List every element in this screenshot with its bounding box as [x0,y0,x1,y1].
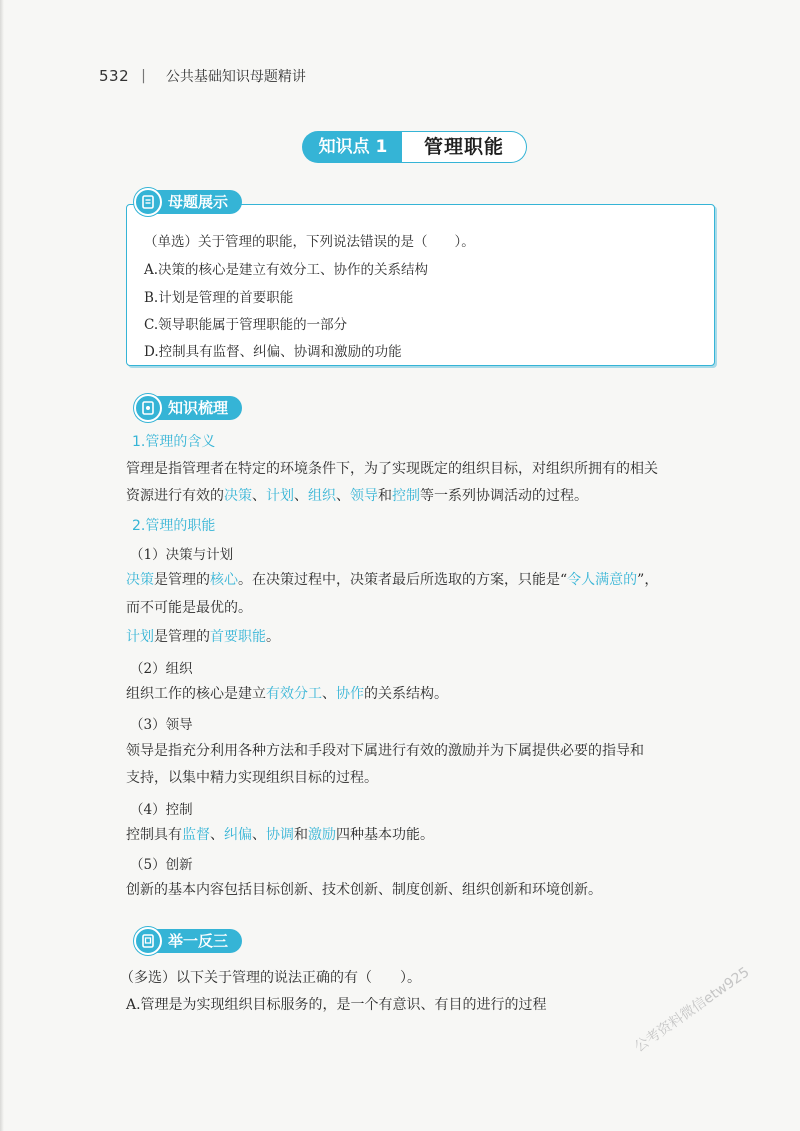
section-label-question: 母题展示 [154,190,242,214]
knowledge-point-title: 管理职能 [402,131,527,163]
paragraph-control: 控制具有监督、纠偏、协调和激励四种基本功能。 [126,827,434,843]
subheading-decision: （1）决策与计划 [130,547,234,563]
practice-option-a: A.管理是为实现组织目标服务的，是一个有意识、有目的进行的过程 [126,997,547,1013]
header-separator: | [141,68,146,84]
option-c: C.领导职能属于管理职能的一部分 [144,317,348,333]
section-label-practice: 举一反三 [154,929,242,953]
subheading-lead: （3）领导 [130,717,193,733]
watermark-text: 公考资料微信etw925 [631,964,753,1056]
section-label-knowledge: 知识梳理 [154,396,242,420]
paragraph-innovation: 创新的基本内容包括目标创新、技术创新、制度创新、组织创新和环境创新。 [126,882,602,898]
option-b: B.计划是管理的首要职能 [144,290,294,306]
option-d: D.控制具有监督、纠偏、协调和激励的功能 [144,344,402,360]
option-a: A.决策的核心是建立有效分工、协作的关系结构 [144,262,429,278]
paragraph-decision-line2: 而不可能是最优的。 [126,600,252,616]
knowledge-point-banner [302,131,528,163]
paragraph-lead-line2: 支持，以集中精力实现组织目标的过程。 [126,770,378,786]
heading-meaning: 1.管理的含义 [132,434,216,450]
book-title: 公共基础知识母题精讲 [165,69,306,85]
subheading-innovation: （5）创新 [130,857,193,873]
book-icon [134,188,162,216]
practice-stem: （多选）以下关于管理的说法正确的有（ ）。 [120,970,421,986]
paragraph-meaning-line2: 资源进行有效的决策、计划、组织、领导和控制等一系列协调活动的过程。 [126,488,588,504]
paragraph-decision-line1: 决策是管理的核心。在决策过程中，决策者最后所选取的方案，只能是“令人满意的”， [126,572,659,588]
paragraph-organize: 组织工作的核心是建立有效分工、协作的关系结构。 [126,686,448,702]
page-edge [0,0,4,1131]
section-tag-knowledge [134,395,242,421]
paragraph-meaning-line1: 管理是指管理者在特定的环境条件下，为了实现既定的组织目标，对组织所拥有的相关 [126,461,658,477]
section-tag-practice [134,928,242,954]
paragraph-plan: 计划是管理的首要职能。 [126,629,280,645]
book-icon [134,394,162,422]
subheading-organize: （2）组织 [130,661,193,677]
paragraph-lead-line1: 领导是指充分利用各种方法和手段对下属进行有效的激励并为下属提供必要的指导和 [126,743,644,759]
book-icon [134,927,162,955]
page-number: 532 [99,67,130,85]
section-tag-question [134,189,242,215]
page-header [99,64,306,88]
heading-functions: 2.管理的职能 [132,518,216,534]
knowledge-point-tag: 知识点 1 [302,131,404,163]
question-stem: （单选）关于管理的职能，下列说法错误的是（ ）。 [144,234,475,250]
subheading-control: （4）控制 [130,802,193,818]
